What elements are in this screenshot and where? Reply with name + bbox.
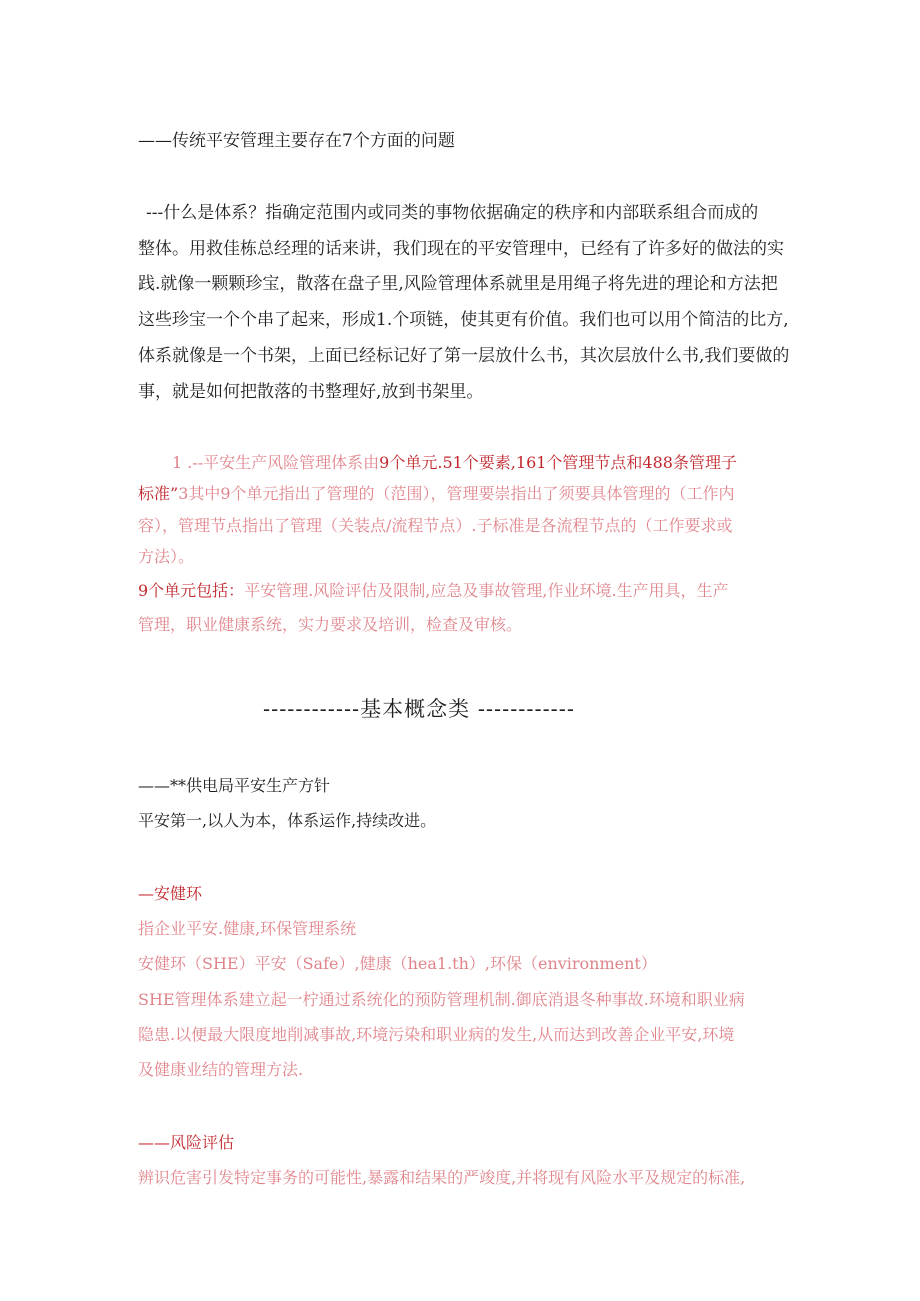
structure-line-5a: 9个单元包括： [138, 581, 245, 600]
policy-text: 平安第一,以人为本，体系运作,持续改进。 [138, 811, 437, 830]
policy-title: ——**供电局平安生产方针 [138, 776, 331, 795]
structure-line-5 [138, 578, 729, 601]
system-def-line-1: ---什么是体系？指确定范围内或同类的事物依据确定的秩序和内部联系组合而成的 [146, 203, 759, 223]
she-title: —安健环 [138, 884, 203, 903]
structure-line-2b: 3其中9个单元指出了管理的（范围），管理要崇指出了须要具体管理的（工作内 [178, 484, 735, 503]
risk-title: ——风险评估 [138, 1133, 235, 1152]
system-def-line-3: 践.就像一颗颗珍宝，散落在盘子里,风险管理体系就里是用绳子将先进的理论和方法把 [138, 274, 778, 294]
system-def-line-2: 整体。用救佳栋总经理的话来讲，我们现在的平安管理中，已经有了许多好的做法的实 [138, 239, 784, 259]
risk-line-1: 辨识危害引发特定事务的可能性,暴露和结果的严竣度,并将现有风险水平及规定的标准, [138, 1168, 746, 1187]
she-line-2: 安健环（SHE）平安（Safe）,健康（hea1.th）,环保（environment） [138, 954, 657, 973]
she-line-3: SHE管理体系建立起一柠通过系统化的预防管理机制.御底消退冬种事故.环境和职业病 [138, 990, 745, 1009]
system-def-line-4: 这些珍宝一个个串了起来，形成1.个项链，使其更有价值。我们也可以用个简洁的比方, [138, 310, 789, 330]
concepts-heading: ------------基本概念类 ------------ [263, 697, 575, 721]
structure-line-5b: 平安管理.风险评估及限制,应急及事故管理,作业环境.生产用具，生产 [244, 581, 729, 600]
she-line-5: 及健康业结的管理方法. [138, 1060, 304, 1079]
structure-line-1 [172, 450, 737, 473]
structure-line-1b: 9个单元.51个要素,161个管理节点和488条管理子 [379, 453, 737, 472]
she-line-1: 指企业平安.健康,环保管理系统 [138, 919, 357, 938]
structure-line-1a: 1 .--平安生产风险管理体系由 [172, 453, 380, 472]
system-def-line-5: 体系就像是一个书架，上面已经标记好了第一层放什么书，其次层放什么书,我们要做的 [138, 346, 790, 366]
intro-title: ——传统平安管理主要存在7个方面的问题 [138, 131, 455, 151]
structure-line-6: 管理，职业健康系统，实力要求及培训，检查及审核。 [138, 615, 523, 634]
she-line-4: 隐患.以便最大限度地削减事故,环境污染和职业病的发生,从而达到改善企业平安,环境 [138, 1025, 735, 1044]
structure-line-2a: 标准” [138, 484, 179, 503]
structure-line-4: 方法）。 [138, 547, 195, 566]
system-def-line-6: 事，就是如何把散落的书整理好,放到书架里。 [138, 382, 484, 402]
structure-line-3: 容），管理节点指出了管理（关装点/流程节点）.子标准是各流程节点的（工作要求或 [138, 516, 733, 535]
structure-line-2 [138, 481, 735, 504]
